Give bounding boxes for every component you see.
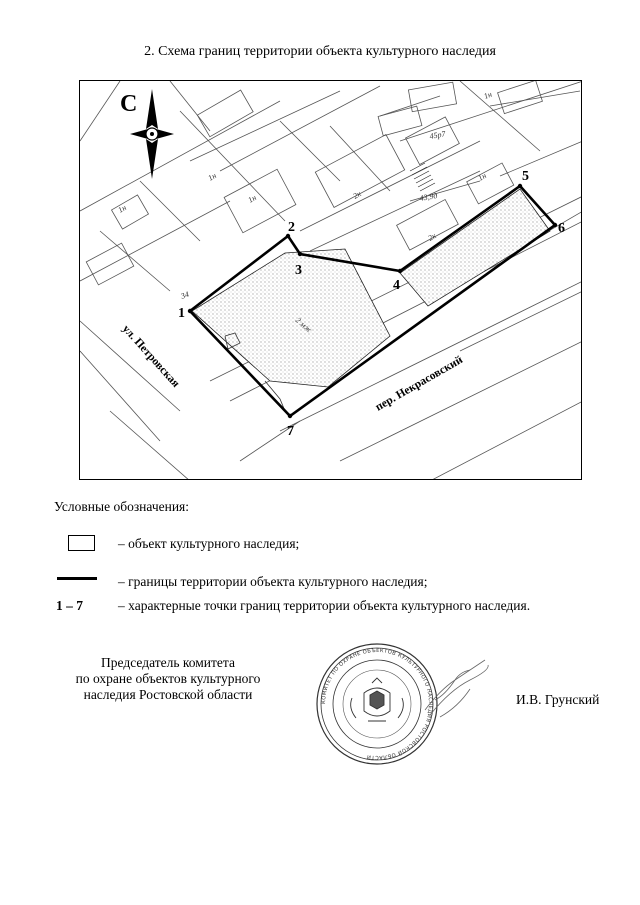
seal-emblem xyxy=(351,678,404,721)
heritage-building-east xyxy=(400,189,550,306)
legend-object-symbol xyxy=(68,535,95,551)
boundary-map xyxy=(79,80,582,480)
point-label-6: 6 xyxy=(558,221,565,236)
point-label-2: 2 xyxy=(288,220,295,235)
point-label-7: 7 xyxy=(287,424,294,439)
signatory-name: И.В. Грунский xyxy=(516,692,600,707)
cadastral-label: 1н xyxy=(246,192,258,205)
seal-ring-text: КОМИТЕТ ПО ОХРАНЕ ОБЪЕКТОВ КУЛЬТУРНОГО НАСЛЕДИЯ РОСТОВСКОЙ ОБЛАСТИ xyxy=(320,647,434,761)
boundary-point-4 xyxy=(398,269,402,273)
legend-object-text: – объект культурного наследия; xyxy=(118,536,300,551)
street-label-nekrasovsky: пер. Некрасовский xyxy=(373,353,465,414)
street-label-petrovskaya: ул. Петровская xyxy=(119,322,182,390)
boundary-point-5 xyxy=(518,184,522,188)
cadastral-label: 1н xyxy=(476,170,488,183)
cadastral-label: 43,9д xyxy=(418,190,439,203)
cadastral-label: 45р7 xyxy=(428,129,447,141)
point-label-5: 5 xyxy=(522,169,529,184)
document-title: 2. Схема границ территории объекта культурного наследия xyxy=(144,44,496,59)
boundary-point-3 xyxy=(298,252,302,256)
cadastral-label: 34 xyxy=(179,289,191,301)
legend-points-range: 1 – 7 xyxy=(56,598,83,613)
cadastral-label: 1н xyxy=(482,89,494,101)
point-label-3: 3 xyxy=(295,263,302,278)
legend-boundary-symbol xyxy=(57,577,97,580)
signatory-position-line-3: наследия Ростовской области xyxy=(83,687,253,702)
north-arrow xyxy=(120,89,174,179)
handwritten-signature xyxy=(420,655,490,725)
legend-boundary-text: – границы территории объекта культурного наследия; xyxy=(118,574,428,589)
boundary-point-6 xyxy=(553,223,557,227)
point-label-1: 1 xyxy=(178,306,185,321)
point-label-4: 4 xyxy=(393,278,400,293)
boundary-point-7 xyxy=(288,414,292,418)
stairs-hatching xyxy=(410,163,435,191)
legend-title: Условные обозначения: xyxy=(54,499,190,514)
cadastral-label: 2 мж xyxy=(293,315,314,335)
signatory-position-line-1: Председатель комитета xyxy=(101,655,235,670)
cadastral-label: 1н xyxy=(116,202,128,215)
cadastral-label: 2к xyxy=(426,231,438,243)
signatory-position-line-2: по охране объектов культурного xyxy=(75,671,261,686)
cadastral-label: 2к xyxy=(351,189,363,201)
legend-points-text: – характерные точки границ территории объекта культурного наследия. xyxy=(118,598,531,613)
north-label: С xyxy=(120,91,138,117)
signatory-position xyxy=(74,655,262,703)
cadastral-label: 1н xyxy=(206,170,218,183)
boundary-point-1 xyxy=(188,309,192,313)
